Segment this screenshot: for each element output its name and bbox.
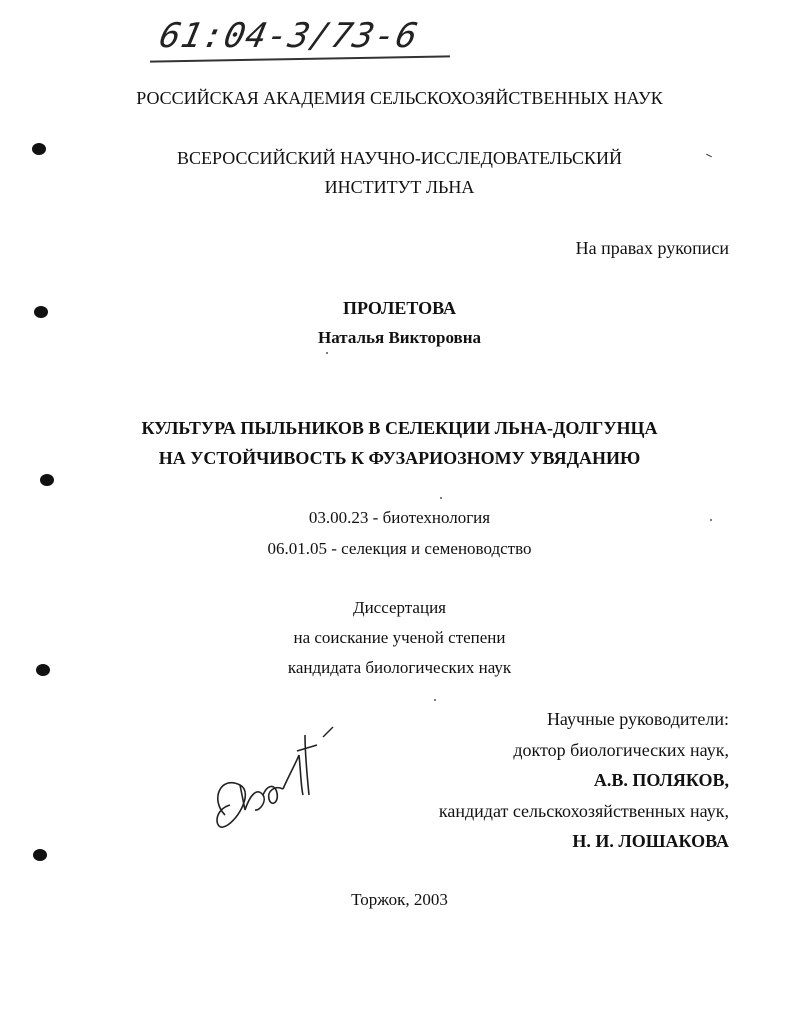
specialty-2: 06.01.05 - селекция и семеноводство: [267, 539, 532, 558]
author-name: Наталья Викторовна: [317, 328, 482, 347]
advisor1-name: А.В. ПОЛЯКОВ,: [593, 770, 729, 790]
degree-line-1: Диссертация: [352, 598, 446, 617]
archive-code: 61:04-3/73-6: [155, 16, 422, 56]
academy-name: РОССИЙСКАЯ АКАДЕМИЯ СЕЛЬСКОХОЗЯЙСТВЕННЫХ НАУК: [136, 88, 663, 108]
scan-mark: [40, 474, 54, 486]
institute-name-line1: ВСЕРОССИЙСКИЙ НАУЧНО-ИССЛЕДОВАТЕЛЬСКИЙ: [176, 148, 623, 168]
manuscript-note: На правах рукописи: [575, 238, 729, 258]
scan-mark: [32, 143, 46, 155]
scan-speck: [710, 519, 712, 521]
advisors-heading: Научные руководители:: [546, 709, 729, 729]
degree-line-2: на соискание ученой степени: [293, 628, 506, 647]
city-year: Торжок, 2003: [351, 890, 448, 909]
thesis-title-line1: КУЛЬТУРА ПЫЛЬНИКОВ В СЕЛЕКЦИИ ЛЬНА-ДОЛГУНЦА: [141, 418, 658, 438]
scan-mark: [34, 306, 48, 318]
advisor2-title: кандидат сельскохозяйственных наук,: [438, 801, 729, 821]
thesis-title-line2: НА УСТОЙЧИВОСТЬ К ФУЗАРИОЗНОМУ УВЯДАНИЮ: [158, 448, 641, 468]
advisor1-title: доктор биологических наук,: [513, 740, 729, 760]
degree-line-3: кандидата биологических наук: [287, 658, 512, 677]
scan-speck: [440, 497, 442, 499]
advisor2-name: Н. И. ЛОШАКОВА: [572, 831, 729, 851]
author-surname: ПРОЛЕТОВА: [342, 298, 457, 318]
scan-mark: [36, 664, 50, 676]
scan-speck: [434, 699, 436, 701]
scan-mark: [33, 849, 47, 861]
archive-code-underline: [150, 55, 450, 62]
author-signature: [205, 715, 345, 845]
institute-name-line2: ИНСТИТУТ ЛЬНА: [324, 177, 475, 197]
specialty-1: 03.00.23 - биотехнология: [308, 508, 491, 527]
scan-speck: [326, 352, 328, 354]
